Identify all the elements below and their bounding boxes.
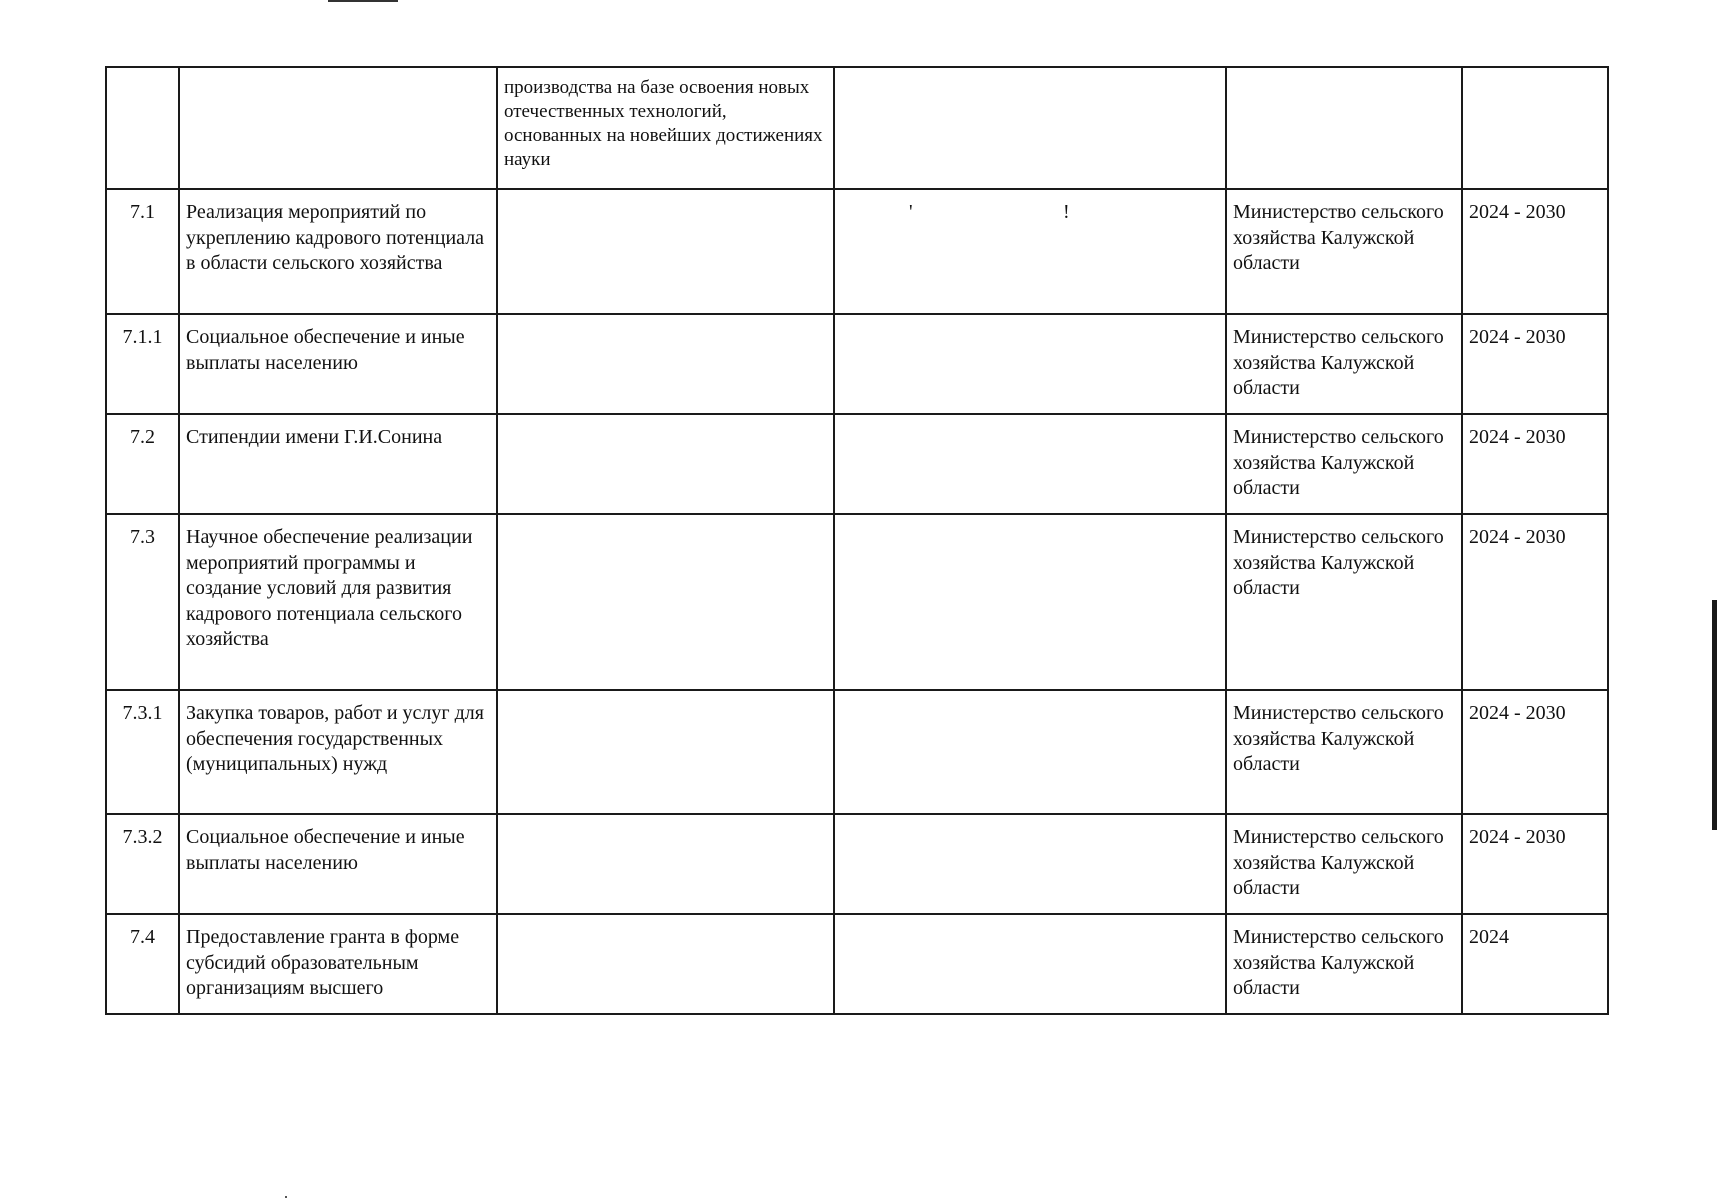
scan-speck bbox=[285, 1196, 287, 1198]
measure-name-cell: Научное обеспечение реализации мероприятий программы и создание условий для развития кадрового потенциала сельского хозяйства bbox=[179, 514, 497, 690]
table-row-7-1 bbox=[106, 189, 1608, 314]
indicator-cell bbox=[834, 314, 1226, 414]
measure-description-cell bbox=[497, 314, 834, 414]
row-number-cell: 7.1 bbox=[106, 189, 179, 314]
measure-description-cell bbox=[497, 514, 834, 690]
measure-description-cell bbox=[497, 189, 834, 314]
measure-name-cell bbox=[179, 67, 497, 189]
period-cell: 2024 - 2030 bbox=[1462, 314, 1608, 414]
row-number-cell: 7.3 bbox=[106, 514, 179, 690]
scan-top-mark bbox=[328, 0, 398, 2]
responsible-cell: Министерство сельского хозяйства Калужской области bbox=[1226, 314, 1462, 414]
row-number-cell: 7.3.2 bbox=[106, 814, 179, 914]
measure-name-cell: Реализация мероприятий по укреплению кадрового потенциала в области сельского хозяйства bbox=[179, 189, 497, 314]
stray-comma: ' bbox=[909, 201, 913, 223]
responsible-cell: Министерство сельского хозяйства Калужской области bbox=[1226, 189, 1462, 314]
indicator-cell bbox=[834, 690, 1226, 814]
table-row-7-1-1 bbox=[106, 314, 1608, 414]
responsible-cell: Министерство сельского хозяйства Калужской области bbox=[1226, 514, 1462, 690]
indicator-cell bbox=[834, 914, 1226, 1014]
responsible-cell: Министерство сельского хозяйства Калужской области bbox=[1226, 414, 1462, 514]
measure-name-cell: Закупка товаров, работ и услуг для обеспечения государственных (муниципальных) нужд bbox=[179, 690, 497, 814]
measure-name-cell: Предоставление гранта в форме субсидий образовательным организациям высшего bbox=[179, 914, 497, 1014]
indicator-cell bbox=[834, 814, 1226, 914]
table-row-7-3 bbox=[106, 514, 1608, 690]
measure-description-cell bbox=[497, 914, 834, 1014]
measure-description-cell bbox=[497, 814, 834, 914]
indicator-cell bbox=[834, 514, 1226, 690]
period-cell: 2024 - 2030 bbox=[1462, 189, 1608, 314]
measure-description-cell: производства на базе освоения новых отечественных технологий, основанных на новейших достижениях науки bbox=[497, 67, 834, 189]
period-cell: 2024 - 2030 bbox=[1462, 514, 1608, 690]
indicator-cell bbox=[834, 189, 1226, 314]
period-cell: 2024 - 2030 bbox=[1462, 814, 1608, 914]
indicator-cell bbox=[834, 67, 1226, 189]
period-cell: 2024 bbox=[1462, 914, 1608, 1014]
indicator-cell bbox=[834, 414, 1226, 514]
table-row-continuation bbox=[106, 67, 1608, 189]
row-number-cell: 7.3.1 bbox=[106, 690, 179, 814]
measure-description-cell bbox=[497, 690, 834, 814]
row-number-cell: 7.1.1 bbox=[106, 314, 179, 414]
period-cell: 2024 - 2030 bbox=[1462, 690, 1608, 814]
table-row-7-2 bbox=[106, 414, 1608, 514]
responsible-cell: Министерство сельского хозяйства Калужской области bbox=[1226, 914, 1462, 1014]
period-cell bbox=[1462, 67, 1608, 189]
measure-name-cell: Социальное обеспечение и иные выплаты населению bbox=[179, 814, 497, 914]
measure-description-cell bbox=[497, 414, 834, 514]
scan-edge-mark bbox=[1712, 600, 1717, 830]
table-row-7-3-1 bbox=[106, 690, 1608, 814]
measure-name-cell: Стипендии имени Г.И.Сонина bbox=[179, 414, 497, 514]
stray-exclamation: ! bbox=[1063, 201, 1070, 223]
responsible-cell bbox=[1226, 67, 1462, 189]
row-number-cell: 7.4 bbox=[106, 914, 179, 1014]
measure-name-cell: Социальное обеспечение и иные выплаты населению bbox=[179, 314, 497, 414]
responsible-cell: Министерство сельского хозяйства Калужской области bbox=[1226, 814, 1462, 914]
table-row-7-3-2 bbox=[106, 814, 1608, 914]
period-cell: 2024 - 2030 bbox=[1462, 414, 1608, 514]
program-measures-table bbox=[105, 66, 1609, 1015]
stray-marks bbox=[841, 200, 1219, 223]
responsible-cell: Министерство сельского хозяйства Калужской области bbox=[1226, 690, 1462, 814]
row-number-cell: 7.2 bbox=[106, 414, 179, 514]
table-row-7-4 bbox=[106, 914, 1608, 1014]
row-number-cell bbox=[106, 67, 179, 189]
